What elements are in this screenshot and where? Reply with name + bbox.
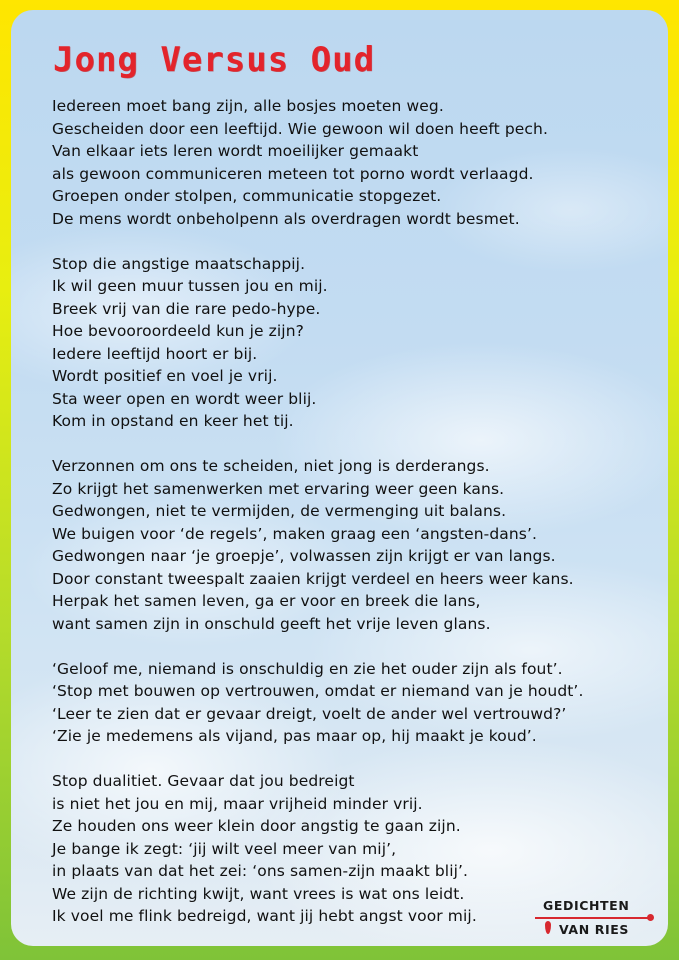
logo-bottom-text: VAN RIES	[559, 922, 629, 937]
poem-line: Kom in opstand en keer het tij.	[52, 412, 294, 430]
gedichten-van-ries-logo	[535, 898, 661, 942]
poem-line: We zijn de richting kwijt, want vrees is wat ons leidt.	[52, 884, 465, 903]
poem-line: Iedere leeftijd hoort er bij.	[52, 344, 258, 363]
poem-line: Wordt positief en voel je vrij.	[52, 367, 278, 385]
poem-line: Stop dualitiet. Gevaar dat jou bedreigt	[52, 772, 355, 790]
poem-line: Groepen onder stolpen, communicatie stopgezet.	[52, 187, 442, 205]
poem-line: als gewoon communiceren meteen tot porno wordt verlaagd.	[52, 164, 534, 183]
poem-line: Hoe bevooroordeeld kun je zijn?	[52, 322, 304, 340]
poem-line: ‘Leer te zien dat er gevaar dreigt, voelt de ander wel vertrouwd?’	[52, 704, 567, 723]
poem-line: ‘Stop met bouwen op vertrouwen, omdat er niemand van je houdt’.	[52, 682, 584, 700]
stanza-3	[52, 455, 652, 635]
poem-line: ‘Zie je medemens als vijand, pas maar op, hij maakt je koud’.	[52, 727, 537, 745]
stanza-2	[52, 253, 652, 433]
ink-drop-icon	[545, 921, 551, 934]
poem-line: Stop die angstige maatschappij.	[52, 254, 306, 273]
logo-dot-icon	[647, 914, 654, 921]
logo-top-text: GEDICHTEN	[543, 898, 630, 913]
poem-line: Iedereen moet bang zijn, alle bosjes moeten weg.	[52, 97, 444, 115]
poem-line: We buigen voor ‘de regels’, maken graag een ‘angsten-dans’.	[52, 524, 538, 543]
poem-title: Jong Versus Oud	[53, 40, 376, 80]
stanza-4	[52, 658, 652, 748]
poem-line: Gedwongen naar ‘je groepje’, volwassen zijn krijgt er van langs.	[52, 547, 556, 565]
poem-line: in plaats van dat het zei: ‘ons samen-zijn maakt blij’.	[52, 862, 469, 880]
poem-line: Gescheiden door een leeftijd. Wie gewoon wil doen heeft pech.	[52, 119, 548, 138]
poem-line: Ze houden ons weer klein door angstig te gaan zijn.	[52, 817, 461, 835]
poem-line: Door constant tweespalt zaaien krijgt verdeel en heers weer kans.	[52, 569, 574, 588]
poem-line: Ik voel me flink bedreigd, want jij hebt angst voor mij.	[52, 907, 477, 925]
poem-line: De mens wordt onbeholpenn als overdragen wordt besmet.	[52, 209, 520, 228]
poem-line: Verzonnen om ons te scheiden, niet jong is derderangs.	[52, 457, 490, 475]
poem-line: Breek vrij van die rare pedo-hype.	[52, 299, 321, 318]
poem-line: Je bange ik zegt: ‘jij wilt veel meer van mij’,	[52, 839, 397, 858]
poem-line: Herpak het samen leven, ga er voor en breek die lans,	[52, 592, 481, 610]
poem-line: want samen zijn in onschuld geeft het vrije leven glans.	[52, 614, 491, 633]
poem-line: Ik wil geen muur tussen jou en mij.	[52, 277, 328, 295]
stanza-1	[52, 95, 652, 230]
poem-line: Zo krijgt het samenwerken met ervaring weer geen kans.	[52, 479, 505, 498]
poem-card	[11, 10, 668, 946]
poem-line: Van elkaar iets leren wordt moeilijker gemaakt	[52, 142, 419, 160]
poem-body	[52, 95, 652, 946]
logo-underline	[535, 917, 651, 919]
poem-line: Gedwongen, niet te vermijden, de vermenging uit balans.	[52, 502, 507, 520]
poem-line: is niet het jou en mij, maar vrijheid minder vrij.	[52, 794, 423, 813]
poem-line: ‘Geloof me, niemand is onschuldig en zie het ouder zijn als fout’.	[52, 659, 563, 678]
poem-line: Sta weer open en wordt weer blij.	[52, 389, 317, 408]
